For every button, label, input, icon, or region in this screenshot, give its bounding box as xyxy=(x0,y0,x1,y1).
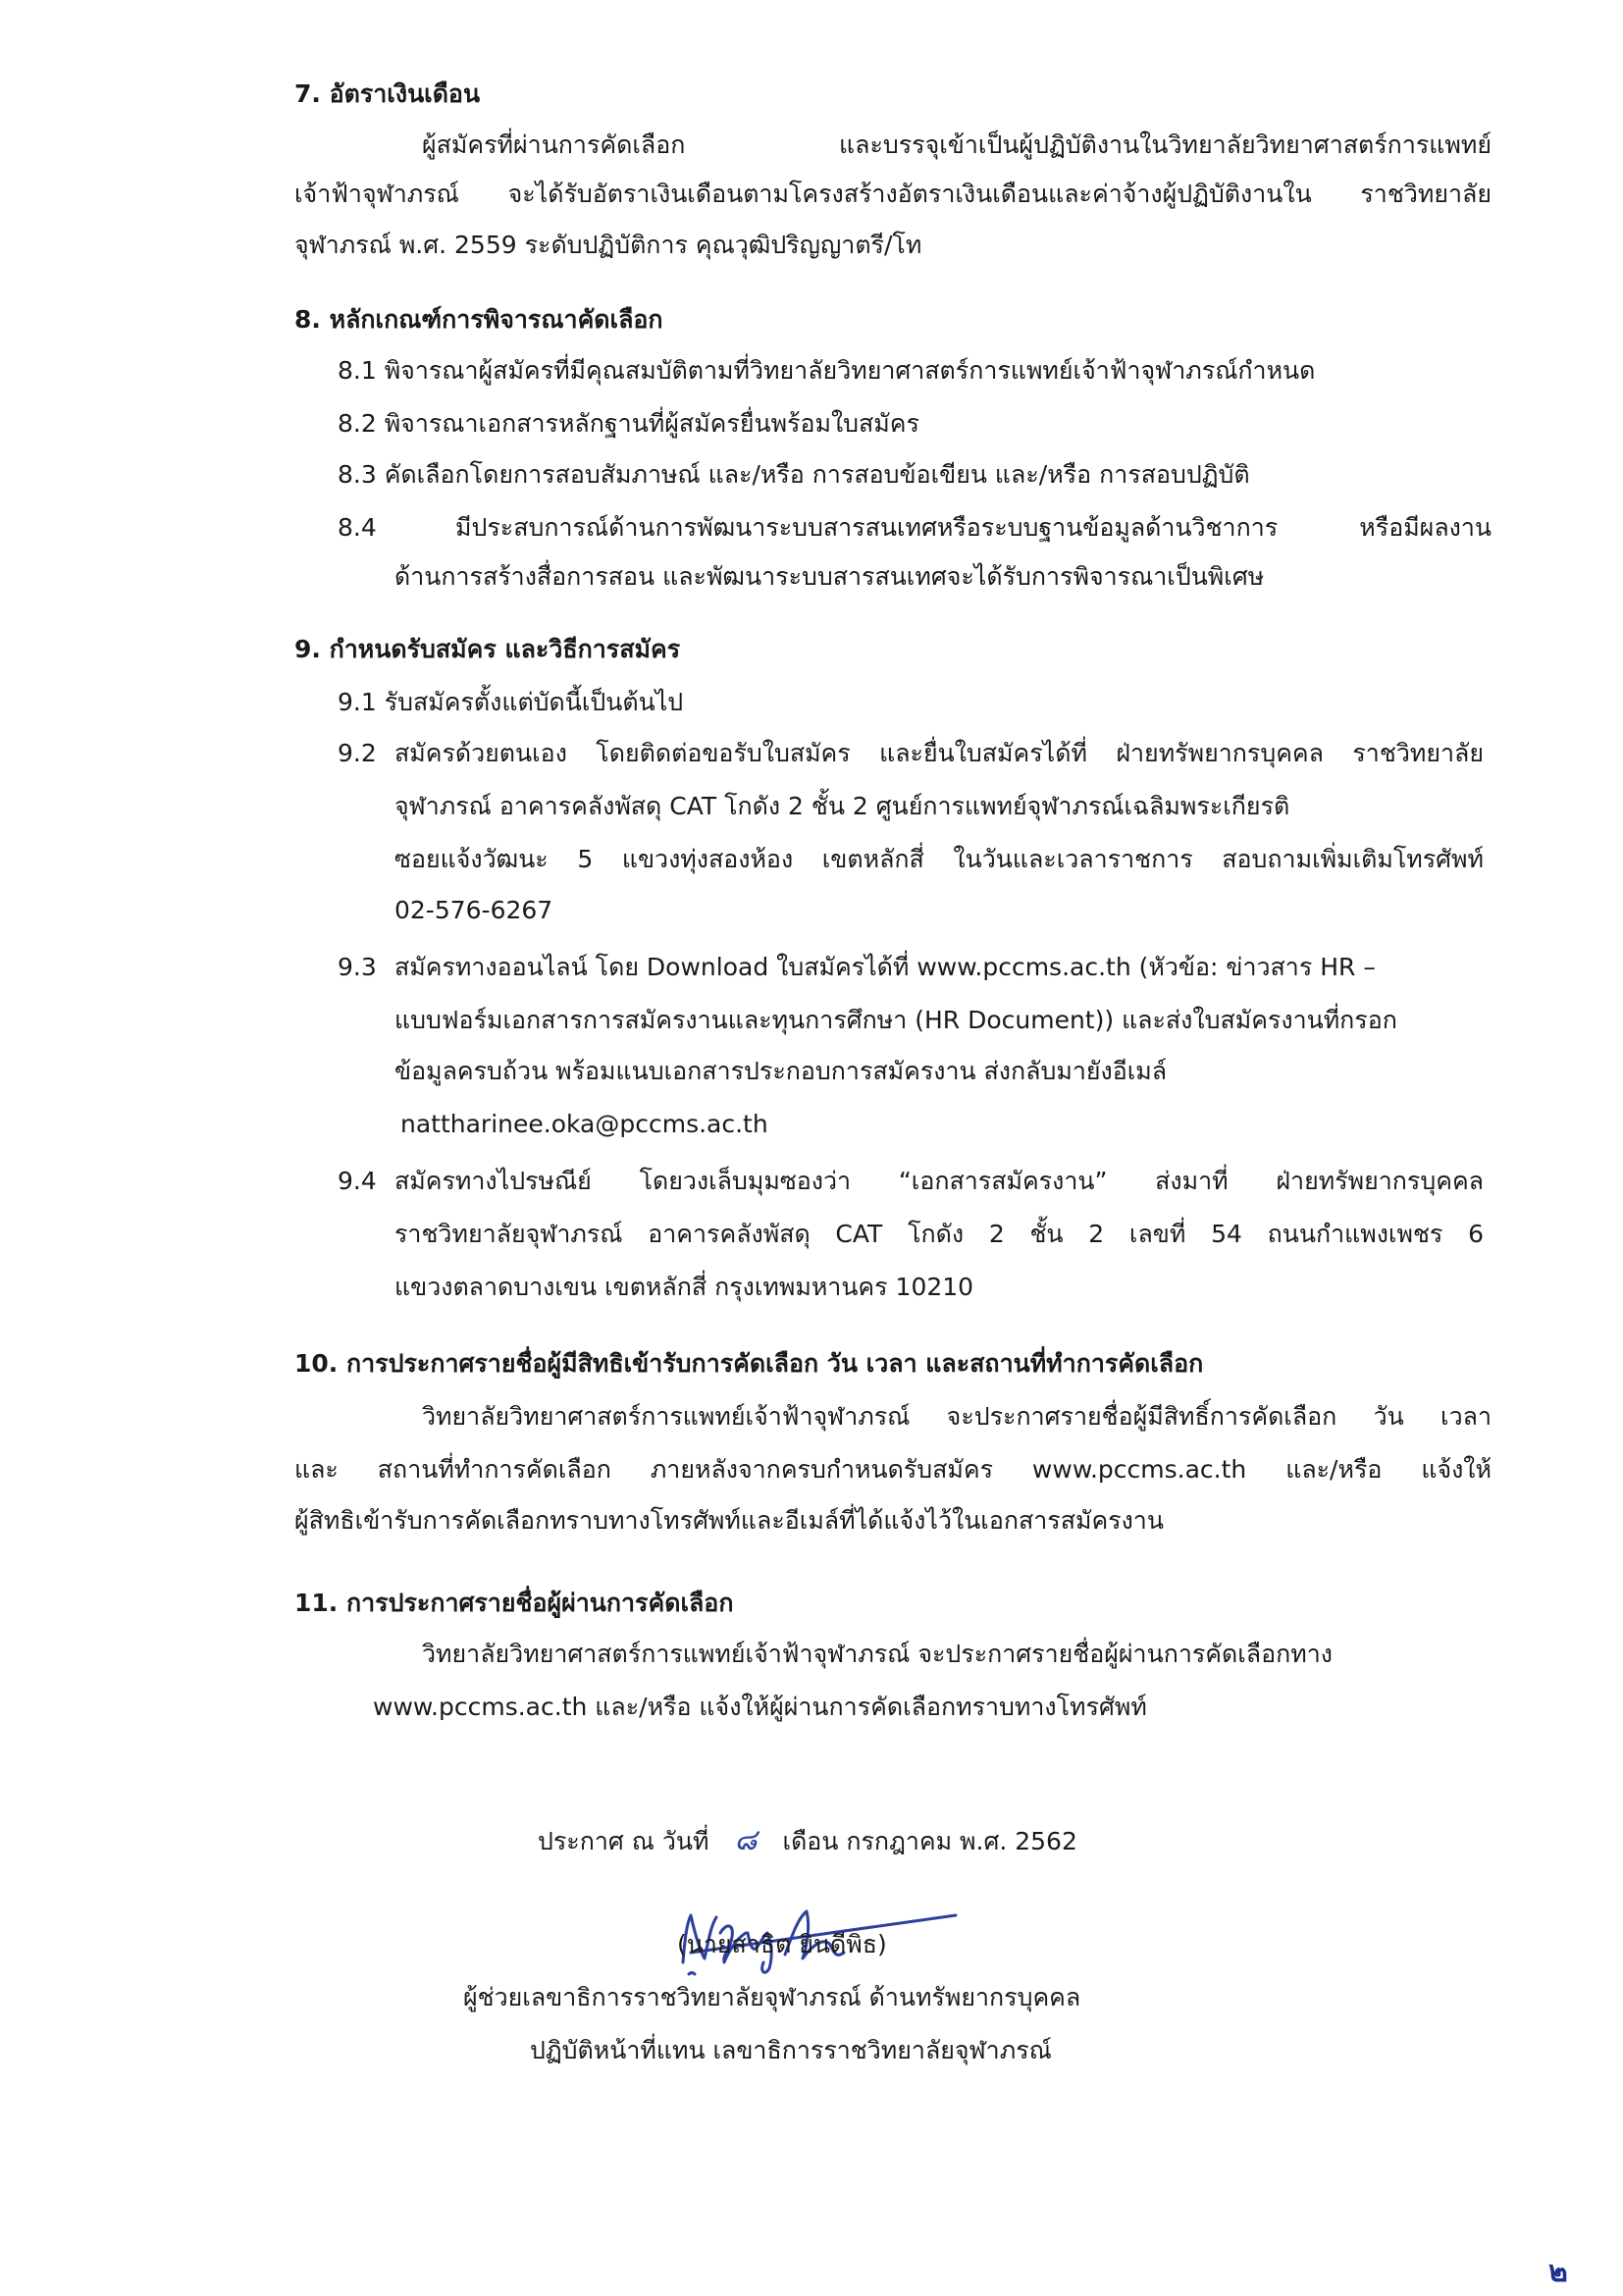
date-day-handwritten: ๘ xyxy=(734,1823,758,1857)
item-9-3-line-2: แบบฟอร์มเอกสารการสมัครงานและทุนการศึกษา (HR Document)) และส่งใบสมัครงานที่กรอก xyxy=(394,1006,1397,1034)
page-number: ๒ xyxy=(1548,2255,1568,2289)
announcement-date xyxy=(538,1821,1077,1864)
signer-name: (นายสาธิต ยินดีพิธ) xyxy=(677,1930,887,1958)
item-9-2-line-2: จุฬาภรณ์ อาคารคลังพัสดุ CAT โกดัง 2 ชั้น 2 ศูนย์การแพทย์จุฬาภรณ์เฉลิมพระเกียรติ xyxy=(394,792,1290,820)
section-7-line-3: จุฬาภรณ์ พ.ศ. 2559 ระดับปฏิบัติการ คุณวุฒิปริญญาตรี/โท xyxy=(294,231,922,259)
item-8-2: 8.2 พิจารณาเอกสารหลักฐานที่ผู้สมัครยื่นพร้อมใบสมัคร xyxy=(338,409,919,438)
section-9-heading: 9. กำหนดรับสมัคร และวิธีการสมัคร xyxy=(294,635,681,663)
item-9-4-number: 9.4 xyxy=(338,1167,377,1195)
item-8-4-line-1: มีประสบการณ์ด้านการพัฒนาระบบสารสนเทศหรือระบบฐานข้อมูลด้านวิชาการ หรือมีผลงาน xyxy=(455,513,1492,542)
item-9-3-line-3: ข้อมูลครบถ้วน พร้อมแนบเอกสารประกอบการสมัครงาน ส่งกลับมายังอีเมล์ xyxy=(394,1057,1168,1085)
date-suffix: เดือน กรกฎาคม พ.ศ. 2562 xyxy=(782,1827,1077,1855)
section-10-line-3: ผู้สิทธิเข้ารับการคัดเลือกทราบทางโทรศัพท์และอีเมล์ที่ได้แจ้งไว้ในเอกสารสมัครงาน xyxy=(294,1506,1164,1535)
item-9-1: 9.1 รับสมัครตั้งแต่บัดนี้เป็นต้นไป xyxy=(338,688,684,716)
section-11-heading: 11. การประกาศรายชื่อผู้ผ่านการคัดเลือก xyxy=(294,1589,734,1617)
signer-title-2: ปฏิบัติหน้าที่แทน เลขาธิการราชวิทยาลัยจุฬาภรณ์ xyxy=(530,2036,1052,2064)
item-9-2-line-1: สมัครด้วยตนเอง โดยติดต่อขอรับใบสมัคร และยื่นใบสมัครได้ที่ ฝ่ายทรัพยากรบุคคล ราชวิทยาลัย xyxy=(394,739,1484,767)
item-9-2-line-4: 02-576-6267 xyxy=(394,896,553,924)
item-9-4-line-2: ราชวิทยาลัยจุฬาภรณ์ อาคารคลังพัสดุ CAT โกดัง 2 ชั้น 2 เลขที่ 54 ถนนกำแพงเพชร 6 xyxy=(394,1220,1484,1248)
date-prefix: ประกาศ ณ วันที่ xyxy=(538,1827,709,1855)
item-9-3-line-1: สมัครทางออนไลน์ โดย Download ใบสมัครได้ที่ www.pccms.ac.th (หัวข้อ: ข่าวสาร HR – xyxy=(394,953,1376,981)
section-10-heading: 10. การประกาศรายชื่อผู้มีสิทธิเข้ารับการคัดเลือก วัน เวลา และสถานที่ทำการคัดเลือก xyxy=(294,1349,1204,1378)
item-9-4-line-3: แขวงตลาดบางเขน เขตหลักสี่ กรุงเทพมหานคร 10210 xyxy=(394,1273,974,1301)
section-11-line-2: www.pccms.ac.th และ/หรือ แจ้งให้ผู้ผ่านการคัดเลือกทราบทางโทรศัพท์ xyxy=(373,1693,1147,1721)
item-8-1: 8.1 พิจารณาผู้สมัครที่มีคุณสมบัติตามที่วิทยาลัยวิทยาศาสตร์การแพทย์เจ้าฟ้าจุฬาภรณ์กำหนด xyxy=(338,356,1316,385)
item-8-3: 8.3 คัดเลือกโดยการสอบสัมภาษณ์ และ/หรือ การสอบข้อเขียน และ/หรือ การสอบปฏิบัติ xyxy=(338,460,1250,489)
item-8-4-line-2: ด้านการสร้างสื่อการสอน และพัฒนาระบบสารสนเทศจะได้รับการพิจารณาเป็นพิเศษ xyxy=(394,562,1265,591)
item-8-4-number: 8.4 xyxy=(338,513,377,542)
section-8-heading: 8. หลักเกณฑ์การพิจารณาคัดเลือก xyxy=(294,305,663,334)
section-11-line-1: วิทยาลัยวิทยาศาสตร์การแพทย์เจ้าฟ้าจุฬาภรณ์ จะประกาศรายชื่อผู้ผ่านการคัดเลือกทาง xyxy=(422,1640,1333,1668)
section-7-line-1: ผู้สมัครที่ผ่านการคัดเลือก และบรรจุเข้าเป็นผู้ปฏิบัติงานในวิทยาลัยวิทยาศาสตร์การแพทย์ xyxy=(422,130,1492,159)
section-10-line-1: วิทยาลัยวิทยาศาสตร์การแพทย์เจ้าฟ้าจุฬาภรณ์ จะประกาศรายชื่อผู้มีสิทธิ์การคัดเลือก วัน เวลา xyxy=(422,1402,1492,1431)
item-9-2-line-3: ซอยแจ้งวัฒนะ 5 แขวงทุ่งสองห้อง เขตหลักสี่ ในวันและเวลาราชการ สอบถามเพิ่มเติมโทรศัพท์ xyxy=(394,845,1484,873)
section-7-line-2: เจ้าฟ้าจุฬาภรณ์ จะได้รับอัตราเงินเดือนตามโครงสร้างอัตราเงินเดือนและค่าจ้างผู้ปฏิบัติงานใน ราชวิทยาลัย xyxy=(294,180,1492,208)
item-9-4-line-1: สมัครทางไปรษณีย์ โดยวงเล็บมุมซองว่า “เอกสารสมัครงาน” ส่งมาที่ ฝ่ายทรัพยากรบุคคล xyxy=(394,1167,1484,1195)
item-9-3-number: 9.3 xyxy=(338,953,377,981)
item-9-2-number: 9.2 xyxy=(338,739,377,767)
section-7-heading: 7. อัตราเงินเดือน xyxy=(294,79,481,108)
item-9-3-email[interactable]: nattharinee.oka@pccms.ac.th xyxy=(400,1110,768,1138)
signer-title-1: ผู้ช่วยเลขาธิการราชวิทยาลัยจุฬาภรณ์ ด้านทรัพยากรบุคคล xyxy=(463,1983,1081,2011)
section-10-line-2: และ สถานที่ทำการคัดเลือก ภายหลังจากครบกำหนดรับสมัคร www.pccms.ac.th และ/หรือ แจ้งให้ xyxy=(294,1455,1492,1484)
